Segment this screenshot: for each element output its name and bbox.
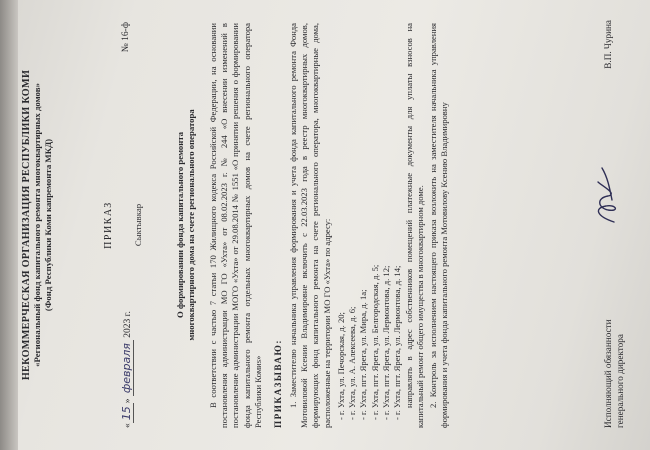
address-item: - г. Ухта, пгт. Ярега, ул. Лермонтова, д. 12; <box>380 265 391 420</box>
date-open-quote: « <box>123 423 133 428</box>
date-close-quote: » <box>123 398 133 404</box>
order-heading <box>103 0 143 450</box>
subject-line-2: многоквартирного дома на счете регионального оператора <box>186 109 196 341</box>
order-number: № 16-ф <box>121 22 131 53</box>
org-short-name: (Фонд Республики Коми капремонта МКД) <box>43 138 54 312</box>
order-year: 2023 г. <box>123 311 133 338</box>
order-directive: ПРИКАЗЫВАЮ: <box>273 339 283 428</box>
address-item: - г. Ухта, пгт. Ярега, ул. Лермонтова, д. 14; <box>392 265 403 420</box>
subject-line-1: О формировании фонда капитального ремонта <box>175 132 185 318</box>
org-name: «Региональный фонд капитального ремонта многоквартирных домов» <box>32 83 43 367</box>
preamble-paragraph: В соответствии с частью 7 статьи 170 Жилищного кодекса Российской Федерации, на основании постановления администрации МО ГО «Ухта» от 08.02.2023 г. № 244 «О внесении изменений в постановление администрации МОГО «Ухта» от 29.08.2014 № 1551 «О принятии решения о формировании фонда капитального ремонта отдельных многоквартирных домов на счете регионального оператора Республики Комиs» <box>208 23 263 428</box>
order-page <box>3 0 650 450</box>
order-month: февраля <box>120 340 134 396</box>
address-item: - г. Ухта, пгт. Ярега, ул. Белгородская, д. 5; <box>369 264 380 420</box>
handwritten-signature <box>588 160 624 230</box>
address-item: - г. Ухта, ул. А. Алексеева, д. 6; <box>347 306 358 420</box>
order-day: 15 <box>120 403 134 423</box>
signatory-title-line-2: генерального директора <box>614 334 625 428</box>
org-title: НЕКОММЕРЧЕСКАЯ ОРГАНИЗАЦИЯ РЕСПУБЛИКИ КОМИ <box>21 69 32 381</box>
order-subject <box>175 55 197 395</box>
address-list <box>336 20 403 420</box>
item-2-paragraph: 2. Контроль за исполнением настоящего приказа возложить на заместителя начальника управления формирования и учета фонда капитального ремонта Мотовилову Ксению Владимировну <box>428 23 450 428</box>
organization-header <box>21 60 55 390</box>
item-1-paragraph: 1. Заместителю начальника управления формирования и учета фонда капитального ремонта Фонда Мотовиловой Ксении Владимировне включить с 22.03.2023 года в реестр многоквартирных домов, формирующих фонд капитального ремонта на счете регионального оператора, многоквартирные дома, расположенные на территории МО ГО «Ухта» по адресу: <box>288 23 332 428</box>
address-item: - г. Ухта, ул. Печорская, д. 20; <box>336 312 346 420</box>
payment-documents-paragraph: направлять в адрес собственников помещений платежные документы для уплаты взносов на капитальный ремонт общего имущества в многоквартирном доме. <box>404 23 426 428</box>
order-title: ПРИКАЗ <box>103 201 114 249</box>
order-city: Сыктывкар <box>133 203 143 247</box>
signatory-name: В.П. Чурина <box>603 20 613 69</box>
signatory-title <box>603 258 626 428</box>
address-item: - г. Ухта, пгт. Ярега, ул. Мира, д. 1а; <box>358 289 369 420</box>
signatory-title-line-1: Исполняющий обязанности <box>603 319 613 428</box>
